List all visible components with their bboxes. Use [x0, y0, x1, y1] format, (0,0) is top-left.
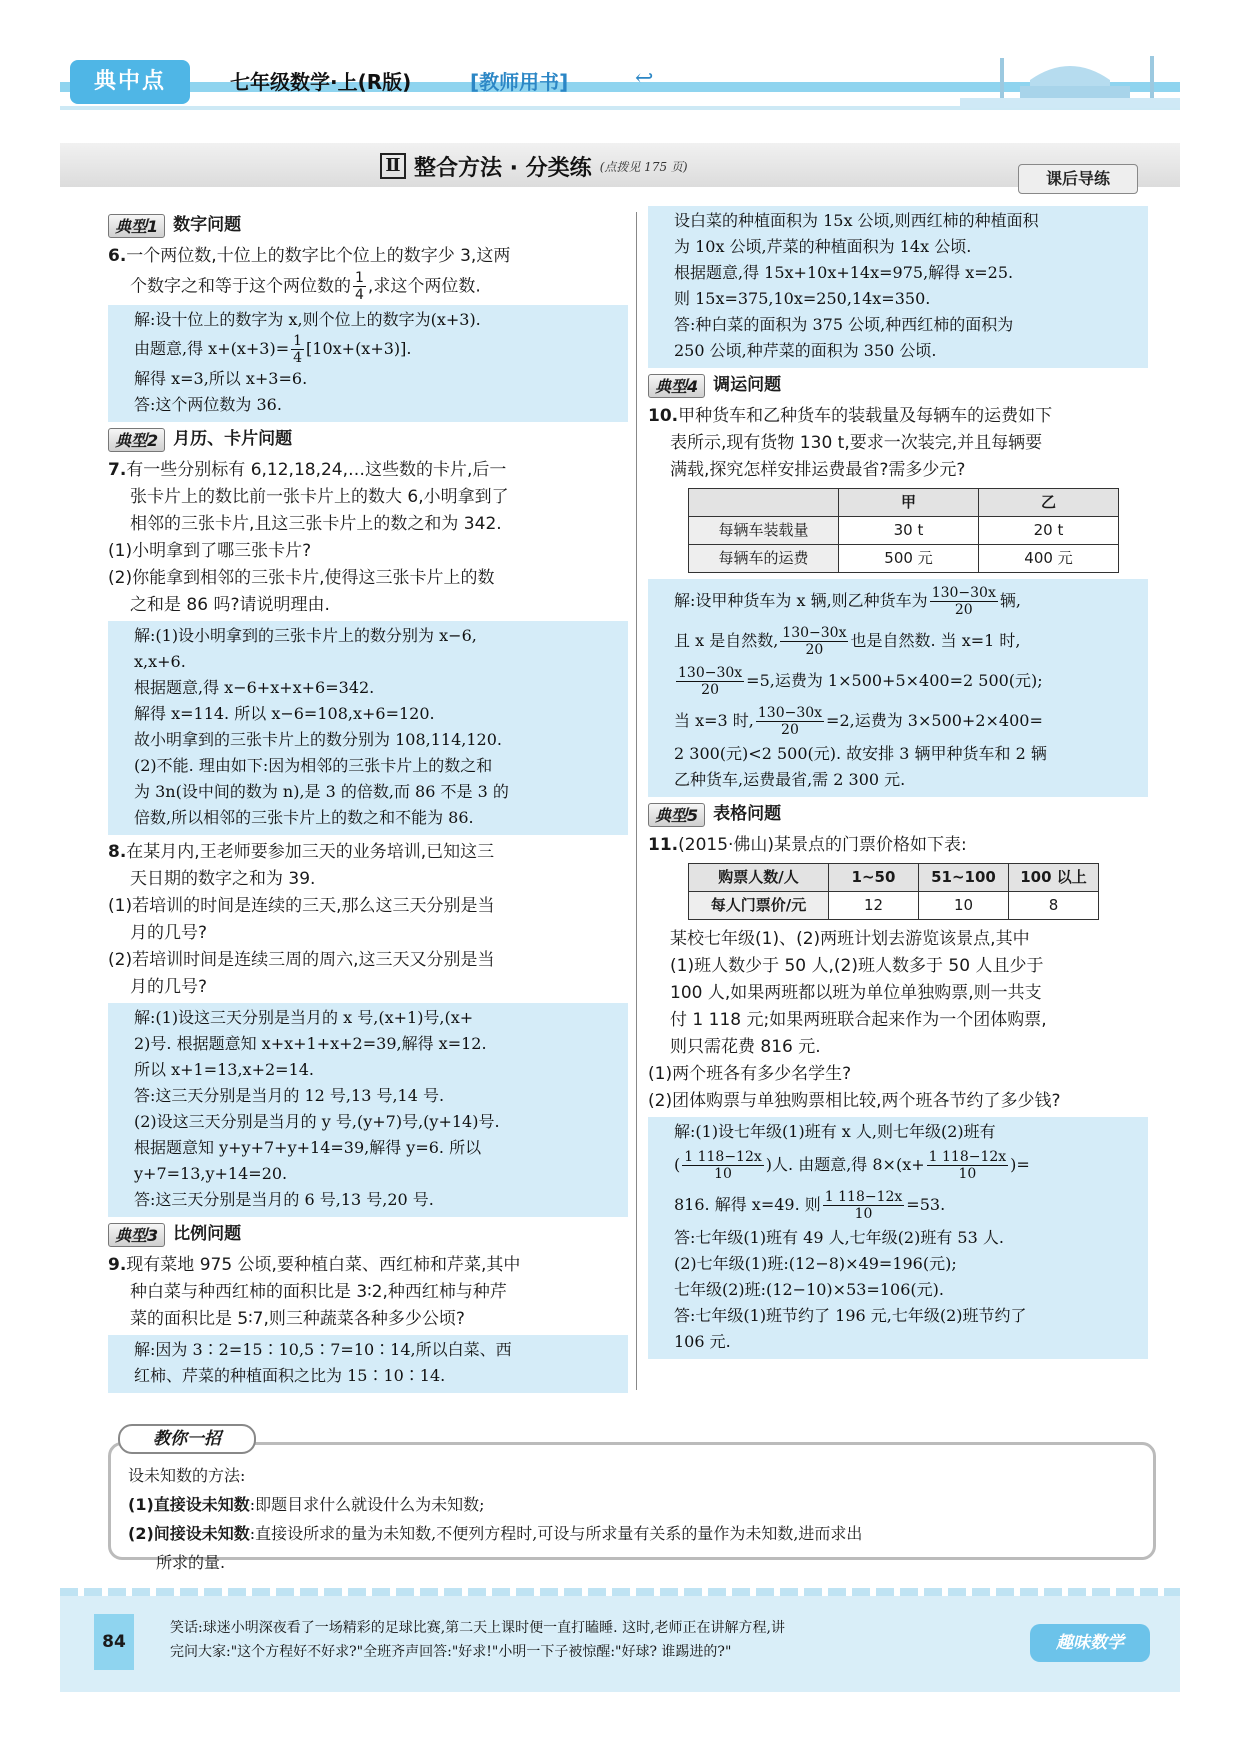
question-number: 9. [108, 1255, 127, 1275]
type-tag: 典型1 [108, 214, 165, 238]
table-header-row: 购票人数/人 1~50 51~100 100 以上 [689, 864, 1099, 892]
solution-box-continued: 设白菜的种植面积为 15x 公顷,则西红柿的种植面积 为 10x 公顷,芹菜的种植面积为 14x 公顷. 根据题意,得 15x+10x+14x=975,解得 x=25. 则 15x=375,10x=250,14x=350. 答:种白菜的面积为 375 公顷,种西红柿的面积为 250 公顷,种芹菜的面积为 350 公顷. [648, 206, 1148, 368]
type-tag: 典型4 [648, 374, 705, 398]
column-divider [636, 212, 637, 1390]
question-text: ,求这个两位数. [367, 276, 481, 297]
question-8: 8.在某月内,王老师要参加三天的业务培训,已知这三 天日期的数字之和为 39. (1)若培训的时间是连续的三天,那么这三天分别是当 月的几号? (2)若培训时间是连续三周的周六,这三天又分别是当 月的几号? 解:(1)设这三天分别是当月的 x 号,(x+1)号,(x+ 2)号. 根据题意知 x+x+1+x+2=39,解得 x=12. 所以 x+1=13,x+2=14. 答:这三天分别是当月的 12 号,13 号,14 号. (2)设这三天分别是当月的 y 号,(y+7)号,(y+14)号. 根据题意知 y+y+7+y+14=39,解得 y=6. 所以 y+7=13,y+14=20. 答:这三天分别是当月的 6 号,13 号,20 号. [108, 839, 628, 1217]
fraction: $\frac{130-30x}{20}$ [757, 705, 823, 738]
type-tag: 典型3 [108, 1223, 165, 1247]
fraction: $\frac{130-30x}{20}$ [678, 665, 743, 698]
question-10: 10.甲种货车和乙种货车的装载量及每辆车的运费如下 表所示,现有货物 130 t,要求一次装完,并且每辆要 满载,探究怎样安排运费最省?需多少元? 甲 乙 每辆车装载量 30 t 20 t 每辆车的运费 500 元 400 元 解:设甲种货车为 x 辆,则乙种货车为 $\frac{130-30x}{20}$ 辆, 且 x 是自然数, $\frac{130-30x}{20}$ 也是自然数. 当 x=1 时, $\frac{130-30x}{20}$ =5,运费为 1×500+5×400=2 500(元); 当 x=3 时, $\frac{130-30x}{20}$ =2,运费为 3×500+2×400= 2 300(元)<2 500(元). 故安排 3 辆甲种货车和 2 辆 乙种货车,运费最省,需 2 300 元. [648, 403, 1148, 797]
sub-question: (1)若培训的时间是连续的三天,那么这三天分别是当 [108, 896, 495, 916]
fraction: $\frac{1}{4}$ [355, 270, 364, 303]
return-arrow-icon: ↩ [635, 66, 654, 91]
tip-title: 设未知数的方法: [128, 1466, 246, 1485]
solution-box: 解:因为 3∶2=15∶10,5∶7=10∶14,所以白菜、西 红柿、芹菜的种植面积之比为 15∶10∶14. [108, 1335, 628, 1393]
question-9: 9.现有菜地 975 公顷,要种植白菜、西红柿和芹菜,其中 种白菜与种西红柿的面积比是 3∶2,种西红柿与种芹 菜的面积比是 5∶7,则三种蔬菜各种多少公顷? 解:因为 3∶2=15∶10,5∶7=10∶14,所以白菜、西 红柿、芹菜的种植面积之比为 15∶10∶14. [108, 1252, 628, 1393]
section-reference: (点拨见 175 页) [599, 159, 688, 174]
type-title: 调运问题 [713, 375, 782, 395]
fraction: $\frac{1 118-12x}{10}$ [824, 1189, 903, 1222]
section-number: Ⅱ [380, 153, 406, 179]
sub-question: (2)若培训时间是连续三周的周六,这三天又分别是当 [108, 950, 495, 970]
type-title: 月历、卡片问题 [173, 429, 293, 449]
solution-box: 解:(1)设七年级(1)班有 x 人,则七年级(2)班有 ( $\frac{1 118-12x}{10}$ )人. 由题意,得 8×(x+ $\frac{1 118-12x}{10}$ )= 816. 解得 x=49. 则 $\frac{1 118-12x}{10}$ =53. 答:七年级(1)班有 49 人,七年级(2)班有 53 人. (2)七年级(1)班:(12−8)×49=196(元); 七年级(2)班:(12−10)×53=106(元). 答:七年级(1)班节约了 196 元,七年级(2)班节约了 106 元. [648, 1117, 1148, 1359]
fraction: $\frac{130-30x}{20}$ [931, 585, 996, 618]
question-number: 8. [108, 842, 127, 862]
right-column [648, 210, 1148, 1363]
after-class-tag: 课后导练 [1018, 164, 1138, 194]
type-title: 比例问题 [173, 1224, 242, 1244]
tip-body: 设未知数的方法: (1)直接设未知数:即题目求什么就设什么为未知数; (2)间接设未知数:直接设所求的量为未知数,不便列方程时,可设与所求量有关系的量作为未知数,进而求出 所求的量. [128, 1461, 1148, 1577]
page-number: 84 [94, 1614, 134, 1670]
left-column [108, 210, 628, 1397]
ticket-price-table [688, 863, 1099, 920]
solution-box: 解:设甲种货车为 x 辆,则乙种货车为 $\frac{130-30x}{20}$ 辆, 且 x 是自然数, $\frac{130-30x}{20}$ 也是自然数. 当 x=1 时, $\frac{130-30x}{20}$ =5,运费为 1×500+5×400=2 500(元); 当 x=3 时, $\frac{130-30x}{20}$ =2,运费为 3×500+2×400= 2 300(元)<2 500(元). 故安排 3 辆甲种货车和 2 辆 乙种货车,运费最省,需 2 300 元. [648, 579, 1148, 797]
type-title: 表格问题 [713, 804, 782, 824]
table-header-row: 甲 乙 [689, 489, 1119, 517]
sub-question: (1)小明拿到了哪三张卡片? [108, 541, 312, 561]
type-tag: 典型5 [648, 803, 705, 827]
sub-question: (2)你能拿到相邻的三张卡片,使得这三张卡片上的数 [108, 568, 495, 588]
fraction: $\frac{1 118-12x}{10}$ [684, 1149, 762, 1182]
joke-text: 笑话:球迷小明深夜看了一场精彩的足球比赛,第二天上课时便一直打瞌睡. 这时,老师正在讲解方程,讲 完问大家:"这个方程好不好求?"全班齐声回答:"好求!"小明一下子被惊醒:"好球? 谁踢进的?" [170, 1620, 785, 1660]
solution-box: 解:(1)设这三天分别是当月的 x 号,(x+1)号,(x+ 2)号. 根据题意知 x+x+1+x+2=39,解得 x=12. 所以 x+1=13,x+2=14. 答:这三天分别是当月的 12 号,13 号,14 号. (2)设这三天分别是当月的 y 号,(y+7)号,(y+14)号. 根据题意知 y+y+7+y+14=39,解得 y=6. 所以 y+7=13,y+14=20. 答:这三天分别是当月的 6 号,13 号,20 号. [108, 1003, 628, 1217]
fraction: $\frac{130-30x}{20}$ [782, 625, 847, 658]
question-11: 11.(2015·佛山)某景点的门票价格如下表: 购票人数/人 1~50 51~100 100 以上 每人门票价/元 12 10 8 某校七年级(1)、(2)两班计划去游览该景点,其中 (1)班人数少于 50 人,(2)班人数多于 50 人且少于 100 人,如果两班都以班为单位单独购票,则一共支 付 1 118 元;如果两班联合起来作为一个团体购票, 则只需花费 816 元. (1)两个班各有多少名学生? (2)团体购票与单独购票相比较,两个班各节约了多少钱? 解:(1)设七年级(1)班有 x 人,则七年级(2)班有 ( $\frac{1 118-12x}{10}$ )人. 由题意,得 8×(x+ $\frac{1 118-12x}{10}$ )= 816. 解得 x=49. 则 $\frac{1 118-12x}{10}$ =53. 答:七年级(1)班有 49 人,七年级(2)班有 53 人. (2)七年级(1)班:(12−8)×49=196(元); 七年级(2)班:(12−10)×53=106(元). 答:七年级(1)班节约了 196 元,七年级(2)班节约了 106 元. [648, 832, 1148, 1359]
page-header [60, 48, 1180, 120]
section-title: 整合方法 · 分类练 [414, 155, 592, 181]
type-title: 数字问题 [173, 215, 242, 235]
type-heading-3 [108, 1221, 628, 1248]
sub-question: (1)两个班各有多少名学生? [648, 1064, 852, 1084]
question-number: 6. [108, 246, 127, 266]
type-tag: 典型2 [108, 428, 165, 452]
solution-box: 解:设十位上的数字为 x,则个位上的数字为(x+3). 由题意,得 x+(x+3)= $\frac{1}{4}$ [10x+(x+3)]. 解得 x=3,所以 x+3=6. 答:这个两位数为 36. [108, 305, 628, 422]
type-heading-4 [648, 372, 1148, 399]
truck-table [688, 488, 1119, 573]
type-heading-2 [108, 426, 628, 453]
question-text: 个数字之和等于这个两位数的 [130, 276, 351, 297]
question-number: 10. [648, 406, 679, 426]
type-heading-1 [108, 212, 628, 239]
brand-logo: 典中点 [70, 60, 190, 104]
table-row: 每人门票价/元 12 10 8 [689, 892, 1099, 920]
tip-tag: 教你一招 [118, 1424, 256, 1454]
sub-question: (2)团体购票与单独购票相比较,两个班各节约了多少钱? [648, 1091, 1061, 1111]
book-title: 七年级数学·上(R版) [230, 70, 412, 94]
fraction: $\frac{1 118-12x}{10}$ [928, 1149, 1007, 1182]
fun-math-badge: 趣味数学 [1030, 1624, 1150, 1662]
skyline-illustration-icon [960, 48, 1180, 108]
solution-box: 解:(1)设小明拿到的三张卡片上的数分别为 x−6, x,x+6. 根据题意,得 x−6+x+x+6=342. 解得 x=114. 所以 x−6=108,x+6=120. 故小明拿到的三张卡片上的数分别为 108,114,120. (2)不能. 理由如下:因为相邻的三张卡片上的数之和 为 3n(设中间的数为 n),是 3 的倍数,而 86 不是 3 的 倍数,所以相邻的三张卡片上的数之和不能为 86. [108, 621, 628, 835]
table-row: 每辆车的运费 500 元 400 元 [689, 545, 1119, 573]
teacher-edition-tag: [教师用书] [470, 70, 569, 94]
table-row: 每辆车装载量 30 t 20 t [689, 517, 1119, 545]
question-7: 7.有一些分别标有 6,12,18,24,…这些数的卡片,后一 张卡片上的数比前一张卡片上的数大 6,小明拿到了 相邻的三张卡片,且这三张卡片上的数之和为 342. (1)小明拿到了哪三张卡片? (2)你能拿到相邻的三张卡片,使得这三张卡片上的数 之和是 86 吗?请说明理由. 解:(1)设小明拿到的三张卡片上的数分别为 x−6, x,x+6. 根据题意,得 x−6+x+x+6=342. 解得 x=114. 所以 x−6=108,x+6=120. 故小明拿到的三张卡片上的数分别为 108,114,120. (2)不能. 理由如下:因为相邻的三张卡片上的数之和 为 3n(设中间的数为 n),是 3 的倍数,而 86 不是 3 的 倍数,所以相邻的三张卡片上的数之和不能为 86. [108, 457, 628, 835]
question-number: 7. [108, 460, 127, 480]
question-number: 11. [648, 835, 679, 855]
question-text: 一个两位数,十位上的数字比个位上的数字少 3,这两 [126, 246, 511, 266]
tip-item-label: (2)间接设未知数 [128, 1524, 250, 1543]
tip-item-label: (1)直接设未知数 [128, 1495, 250, 1514]
fraction: $\frac{1}{4}$ [293, 333, 303, 366]
type-heading-5 [648, 801, 1148, 828]
section-heading [380, 150, 820, 182]
question-6 [108, 243, 628, 422]
